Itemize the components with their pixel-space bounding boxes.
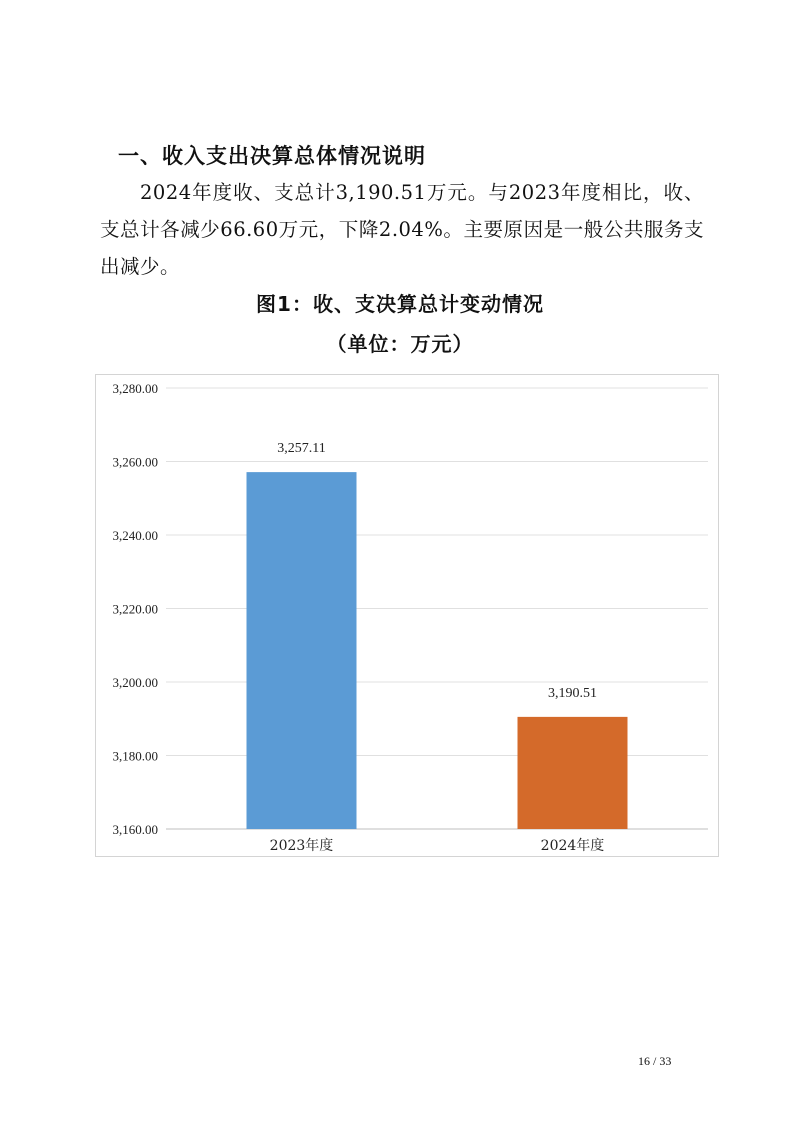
bar-chart <box>96 375 718 856</box>
y-tick-label: 3,180.00 <box>112 748 158 764</box>
summary-paragraph: 2024年度收、支总计3,190.51万元。与2023年度相比，收、支总计各减少66.60万元，下降2.04%。主要原因是一般公共服务支出减少。 <box>100 181 704 278</box>
x-tick-label: 2023年度 <box>269 838 334 854</box>
x-tick-label: 2024年度 <box>540 838 605 854</box>
y-tick-label: 3,220.00 <box>112 601 158 617</box>
data-label: 3,257.11 <box>277 441 326 457</box>
data-label: 3,190.51 <box>548 685 597 701</box>
y-tick-label: 3,200.00 <box>112 675 158 690</box>
figure-title: 图1：收、支决算总计变动情况 <box>256 292 544 316</box>
y-tick-label: 3,240.00 <box>112 528 158 543</box>
page-number: 16 / 33 <box>638 1054 672 1068</box>
chart-frame <box>95 374 719 857</box>
y-tick-label: 3,280.00 <box>112 381 158 396</box>
figure-unit: （单位：万元） <box>326 332 474 356</box>
bar <box>518 717 628 829</box>
bar <box>247 472 357 829</box>
y-tick-label: 3,160.00 <box>112 822 158 837</box>
y-tick-label: 3,260.00 <box>112 454 158 470</box>
section-heading: 一、收入支出决算总体情况说明 <box>118 144 426 168</box>
